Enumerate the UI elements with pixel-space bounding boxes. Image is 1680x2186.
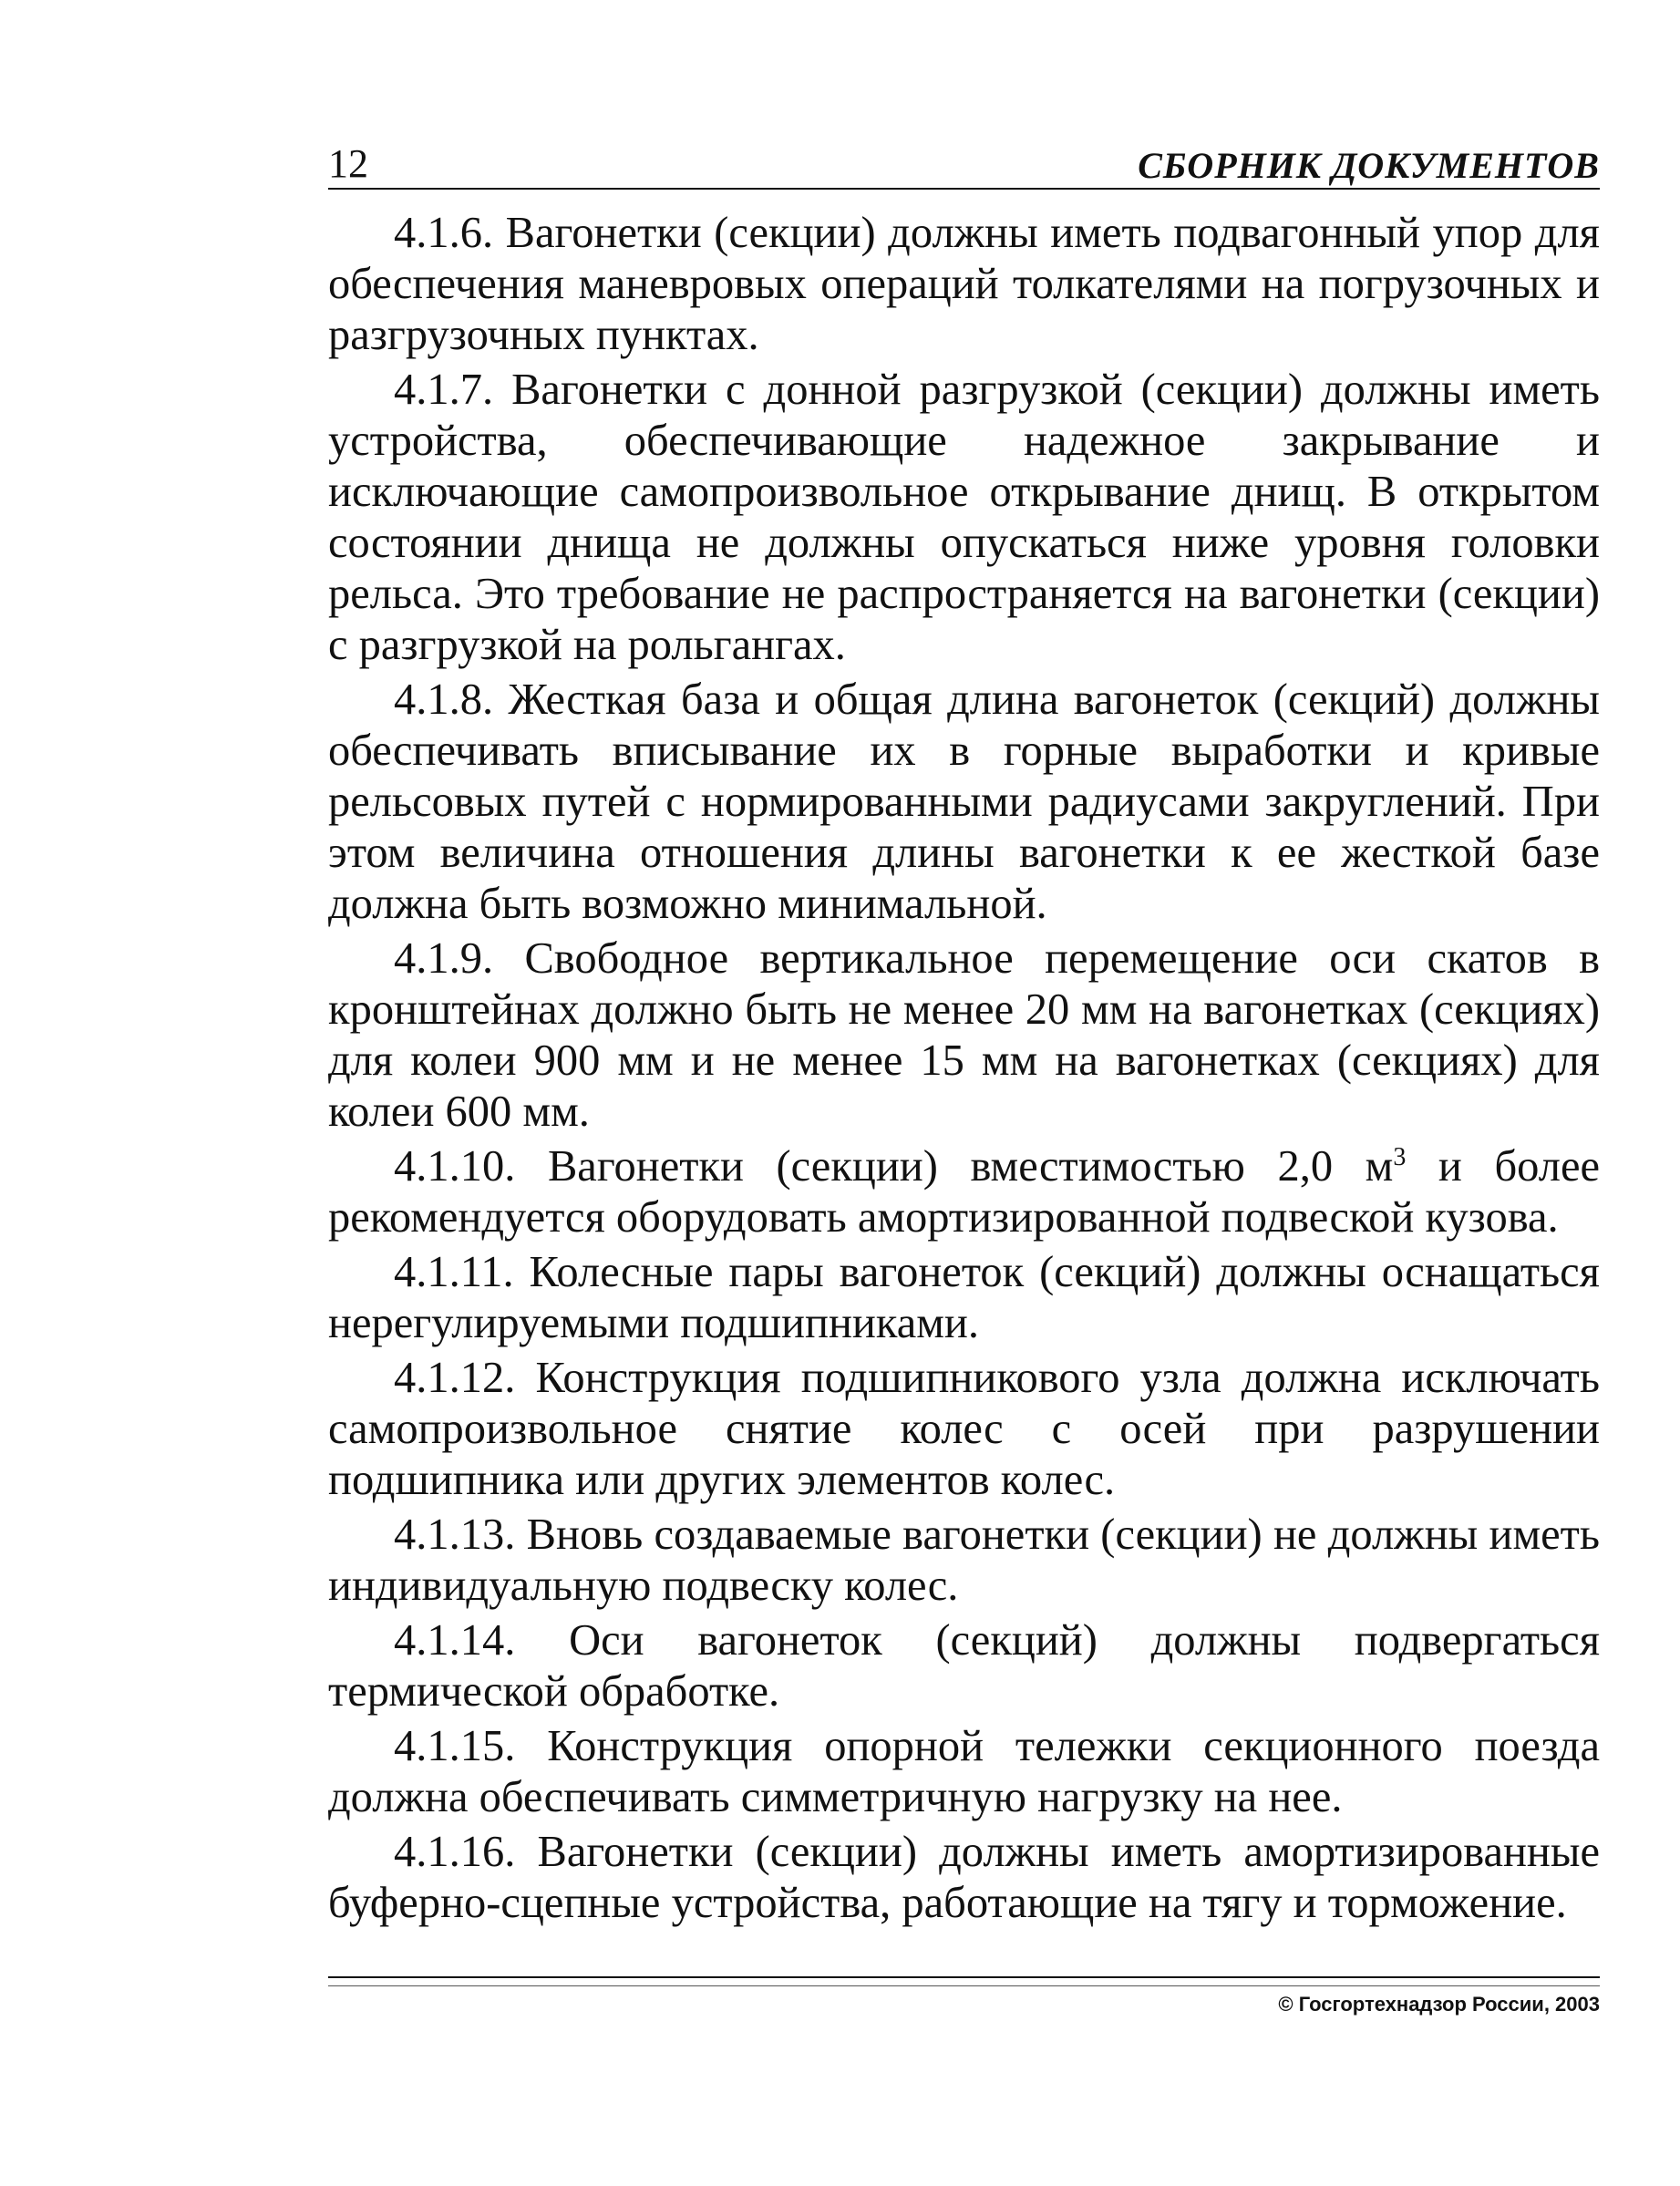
- paragraph-4-1-6: 4.1.6. Вагонетки (секции) должны иметь подвагонный упор для обеспечения маневровых операций толкателями на погрузочных и разгрузочных пунктах.: [328, 209, 1600, 359]
- paragraph-4-1-10-text-after: и более рекомендуется оборудовать амортизированной подвеской кузова.: [328, 1142, 1601, 1242]
- footer-rule: [328, 1976, 1600, 1978]
- paragraph-4-1-16: 4.1.16. Вагонетки (секции) должны иметь амортизированные буферно-сцепные устройства, работающие на тягу и торможение.: [328, 1828, 1600, 1927]
- paragraph-4-1-10: [328, 1141, 1600, 1243]
- paragraph-4-1-12: 4.1.12. Конструкция подшипникового узла должна исключать самопроизвольное снятие колес с осей при разрушении подшипника или других элементов колес.: [328, 1354, 1600, 1504]
- copyright-notice: © Госгортехнадзор России, 2003: [1278, 1993, 1600, 2016]
- paragraph-4-1-14: 4.1.14. Оси вагонеток (секций) должны подвергаться термической обработке.: [328, 1616, 1600, 1716]
- paragraph-4-1-8: 4.1.8. Жесткая база и общая длина вагонеток (секций) должны обеспечивать вписывание их в горные выработки и кривые рельсовых путей с нормированными радиусами закруглений. При этом величина отношения длины вагонетки к ее жесткой базе должна быть возможно минимальной.: [328, 675, 1600, 928]
- paragraph-4-1-9: 4.1.9. Свободное вертикальное перемещение оси скатов в кронштейнах должно быть не менее 20 мм на вагонетках (секциях) для колеи 900 мм и не менее 15 мм на вагонетках (секциях) для колеи 600 мм.: [328, 934, 1600, 1136]
- page-header: [328, 137, 1600, 190]
- paragraph-4-1-11: 4.1.11. Колесные пары вагонеток (секций) должны оснащаться нерегулируемыми подшипниками.: [328, 1248, 1600, 1347]
- paragraph-4-1-10-text-before: 4.1.10. Вагонетки (секции) вместимостью 2,0 м: [394, 1142, 1394, 1191]
- body-text: [328, 208, 1600, 1933]
- paragraph-4-1-15: 4.1.15. Конструкция опорной тележки секционного поезда должна обеспечивать симметричную нагрузку на нее.: [328, 1722, 1600, 1821]
- footer-rule-secondary: [328, 1985, 1600, 1986]
- paragraph-4-1-7: 4.1.7. Вагонетки с донной разгрузкой (секции) должны иметь устройства, обеспечивающие надежное закрывание и исключающие самопроизвольное открывание днищ. В открытом состоянии днища не должны опускаться ниже уровня головки рельса. Это требование не распространяется на вагонетки (секции) с разгрузкой на рольгангах.: [328, 366, 1600, 669]
- page-number: 12: [328, 141, 368, 186]
- paragraph-4-1-13: 4.1.13. Вновь создаваемые вагонетки (секции) не должны иметь индивидуальную подвеску колес.: [328, 1511, 1600, 1610]
- running-head: СБОРНИК ДОКУМЕНТОВ: [1138, 145, 1600, 186]
- paragraph-4-1-10-superscript: 3: [1393, 1142, 1407, 1171]
